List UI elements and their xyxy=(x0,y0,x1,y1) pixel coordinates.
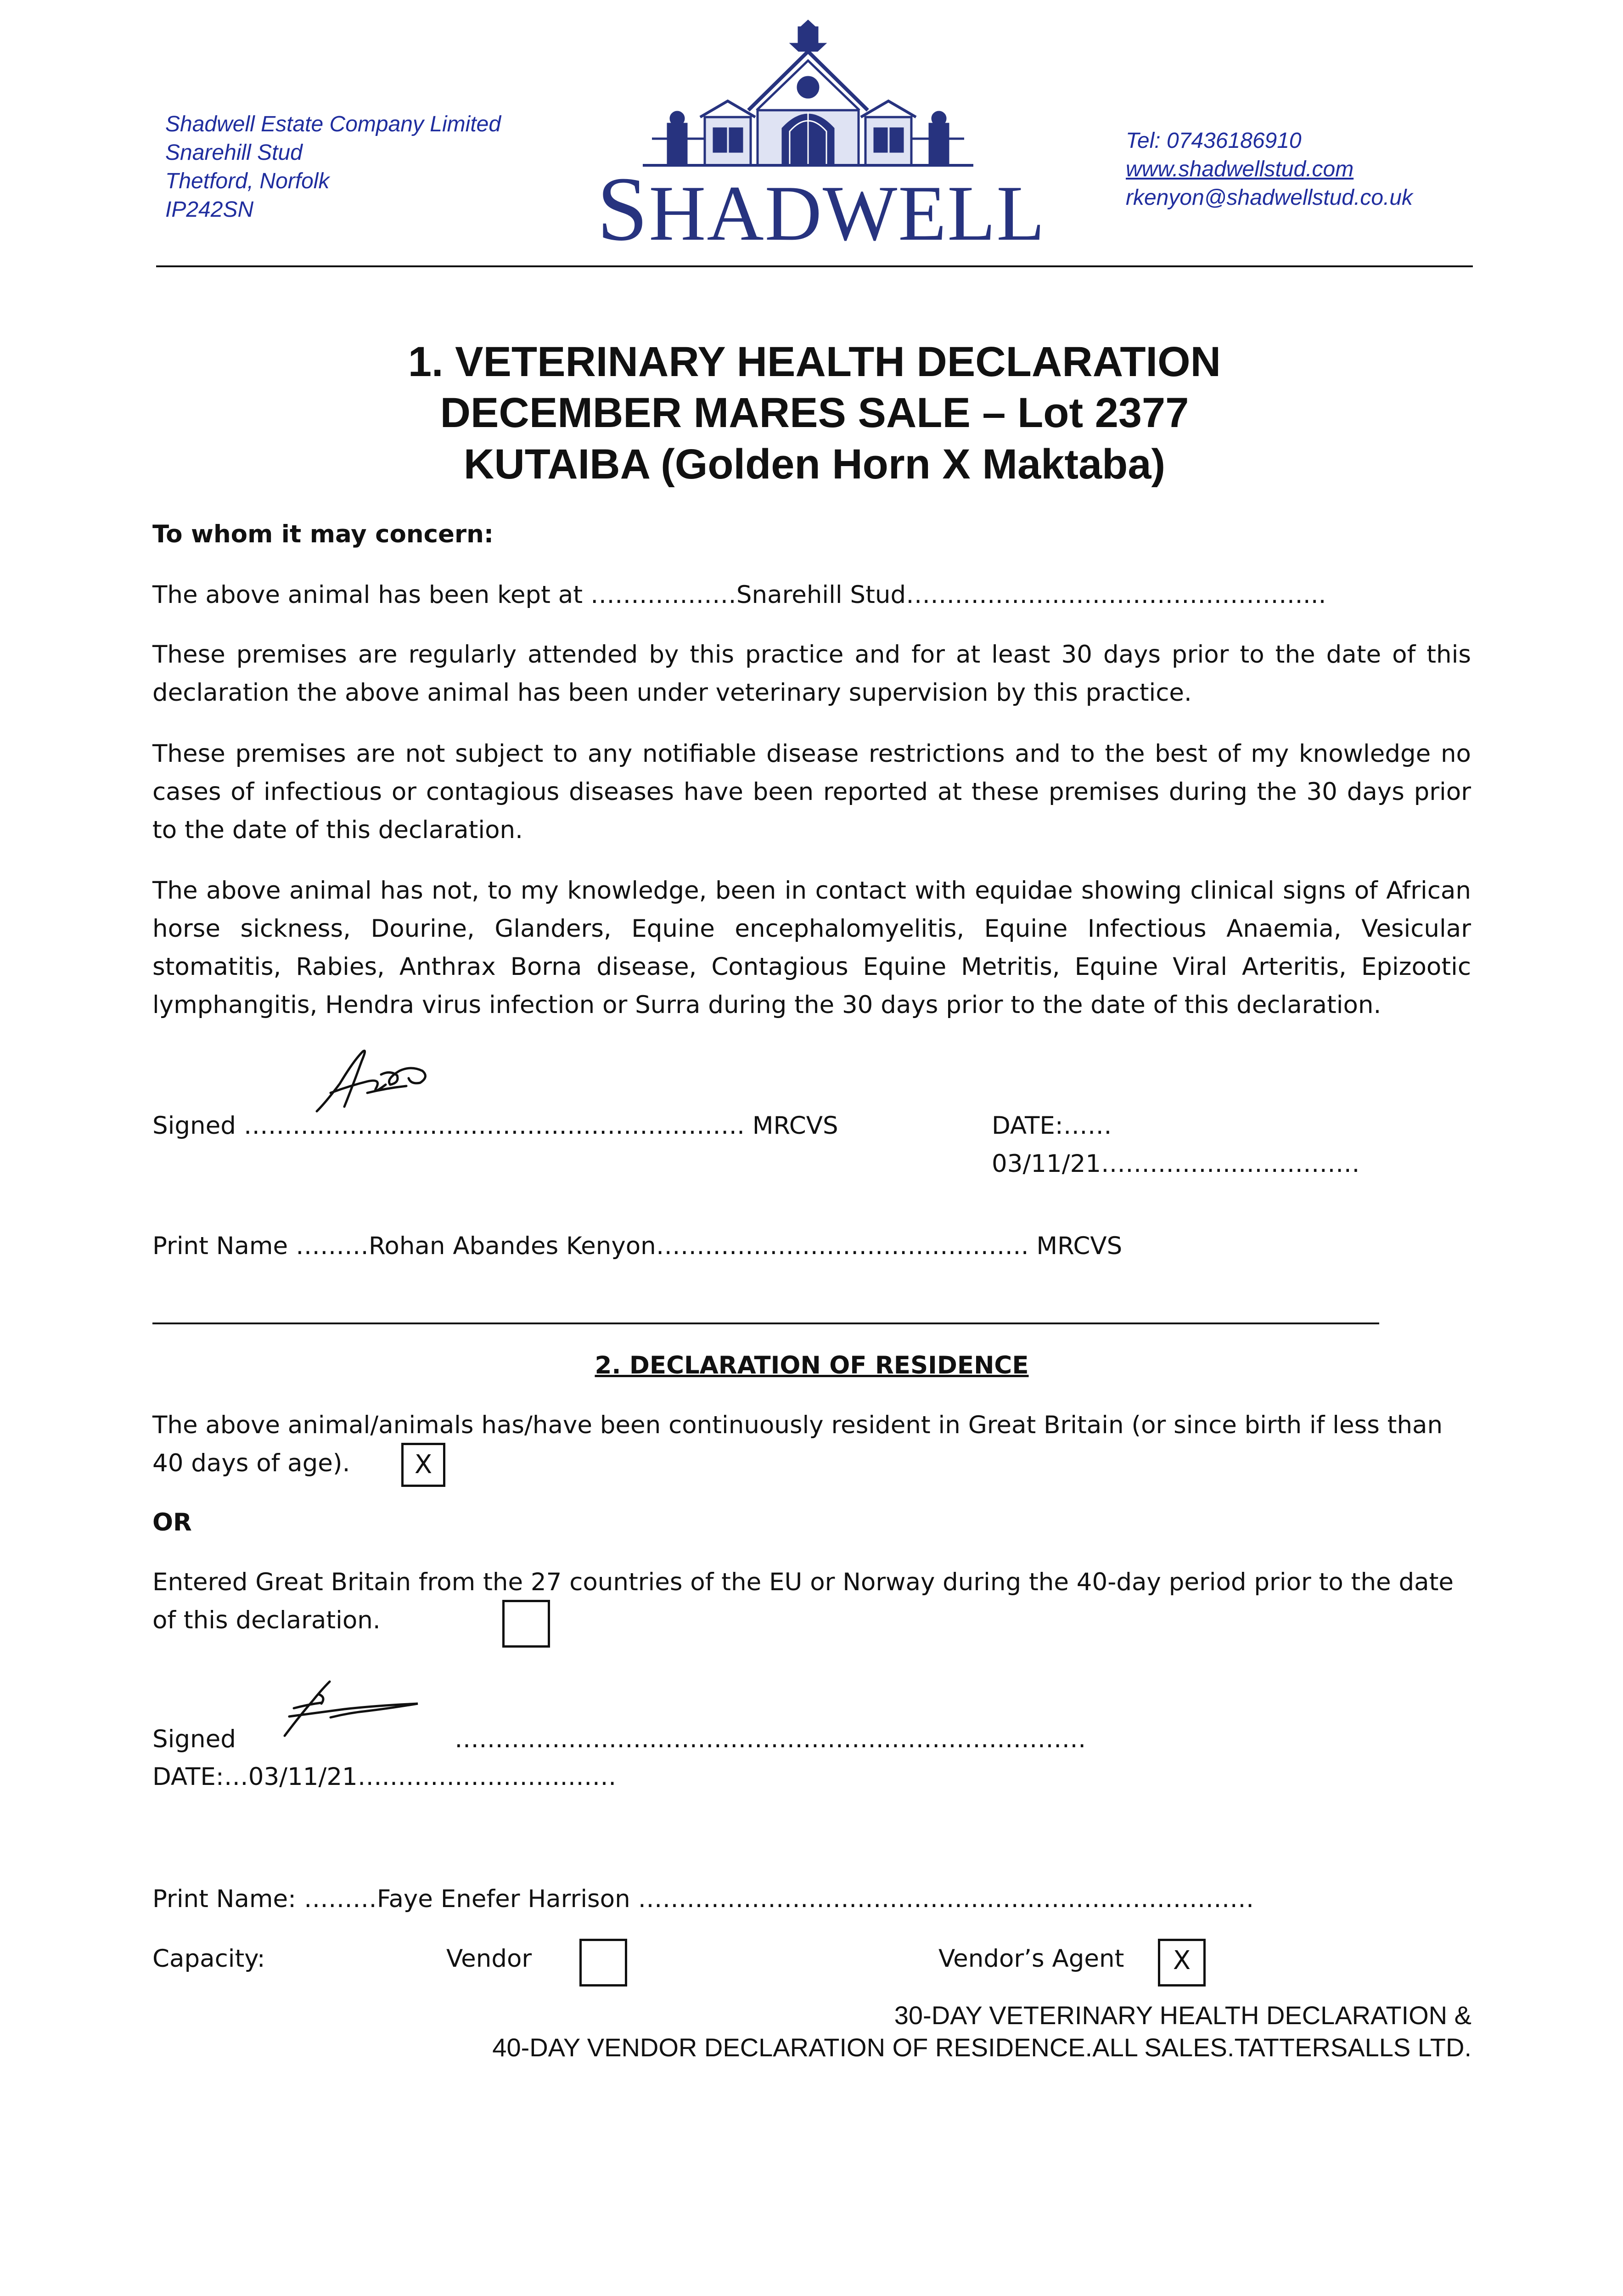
vendor-signed-label: Signed xyxy=(152,1725,236,1753)
eu-entry-text: Entered Great Britain from the 27 countries of the EU or Norway during the 40-day period prior to the date of this declaration. xyxy=(152,1568,1454,1634)
residence-heading: 2. DECLARATION OF RESIDENCE xyxy=(595,1351,1029,1379)
vendor-print-name: Print Name: ………Faye Enefer Harrison …………………………………….…………………………… xyxy=(152,1885,1254,1913)
resident-checkbox[interactable]: X xyxy=(401,1443,445,1487)
contact-block xyxy=(1126,127,1539,212)
greeting: To whom it may concern: xyxy=(152,520,494,548)
title-sale-lot: DECEMBER MARES SALE – Lot 2377 xyxy=(440,389,1189,436)
town: Thetford, Norfolk xyxy=(165,169,330,193)
vendor-agent-label: Vendor’s Agent xyxy=(938,1945,1124,1973)
postcode: IP242SN xyxy=(165,197,254,222)
section-divider xyxy=(152,1322,1379,1324)
vendor-label: Vendor xyxy=(446,1945,532,1973)
company-address xyxy=(165,110,624,224)
title-horse-name: KUTAIBA (Golden Horn X Maktaba) xyxy=(463,441,1166,488)
email-address[interactable]: rkenyon@shadwellstud.co.uk xyxy=(1126,186,1413,210)
vet-date: DATE:……03/11/21……………..…………… xyxy=(992,1112,1360,1178)
kept-at-line: The above animal has been kept at ………………Snarehill Stud……………….…………………………... xyxy=(152,581,1326,609)
vendor-signed-line: …………………….………………………..…………………… xyxy=(455,1725,1086,1753)
company-name: Shadwell Estate Company Limited xyxy=(165,112,501,136)
footer-line-1: 30-DAY VETERINARY HEALTH DECLARATION & xyxy=(894,2001,1471,2030)
eu-entry-checkbox[interactable] xyxy=(502,1600,550,1648)
stud-name: Snarehill Stud xyxy=(165,141,303,165)
paragraph-contact-equidae: The above animal has not, to my knowledge, been in contact with equidae showing clinical signs of African horse sickness, Dourine, Glanders, Equine encephalomyelitis, Equine Infectious Anaemia, Vesicular stomatitis, Rabies, Anthrax Borna disease, Contagious Equine Metritis, Equine Viral Arteritis, Epizootic lymphangitis, Hendra virus infection or Surra during the 30 days prior to the date of this declaration. xyxy=(152,877,1471,1019)
website-link[interactable]: www.shadwellstud.com xyxy=(1126,157,1354,181)
vet-print-name: Print Name ………Rohan Abandes Kenyon………………………………………. MRCVS xyxy=(152,1232,1123,1260)
paragraph-supervision: These premises are regularly attended by this practice and for at least 30 days prior to the date of this declaration the above animal has been under veterinary supervision by this practice. xyxy=(152,641,1471,707)
header-divider xyxy=(156,265,1473,267)
logo-wordmark: SHADWELL xyxy=(597,158,1046,260)
paragraph-notifiable-disease: These premises are not subject to any notifiable disease restrictions and to the best of my knowledge no cases of infectious or contagious diseases have been reported at these premises during the 30 days prior to the date of this declaration. xyxy=(152,740,1471,844)
resident-text: The above animal/animals has/have been continuously resident in Great Britain (or since birth if less than 40 days of age). xyxy=(152,1411,1443,1477)
footer-line-2: 40-DAY VENDOR DECLARATION OF RESIDENCE.ALL SALES.TATTERSALLS LTD. xyxy=(492,2033,1471,2062)
vet-signed-line: Signed …………………..…………….….………………. MRCVS xyxy=(152,1112,838,1140)
or-label: OR xyxy=(152,1508,192,1536)
shadwell-logo xyxy=(597,18,1046,260)
vendor-checkbox[interactable] xyxy=(579,1939,627,1986)
gatehouse-logo-icon xyxy=(597,18,1019,170)
title-veterinary-declaration: 1. VETERINARY HEALTH DECLARATION xyxy=(408,338,1221,385)
telephone: Tel: 07436186910 xyxy=(1126,129,1302,153)
vendor-date: DATE:…03/11/21….………………….…… xyxy=(152,1763,617,1791)
capacity-label: Capacity: xyxy=(152,1945,265,1973)
vendor-agent-checkbox[interactable]: X xyxy=(1158,1939,1206,1986)
